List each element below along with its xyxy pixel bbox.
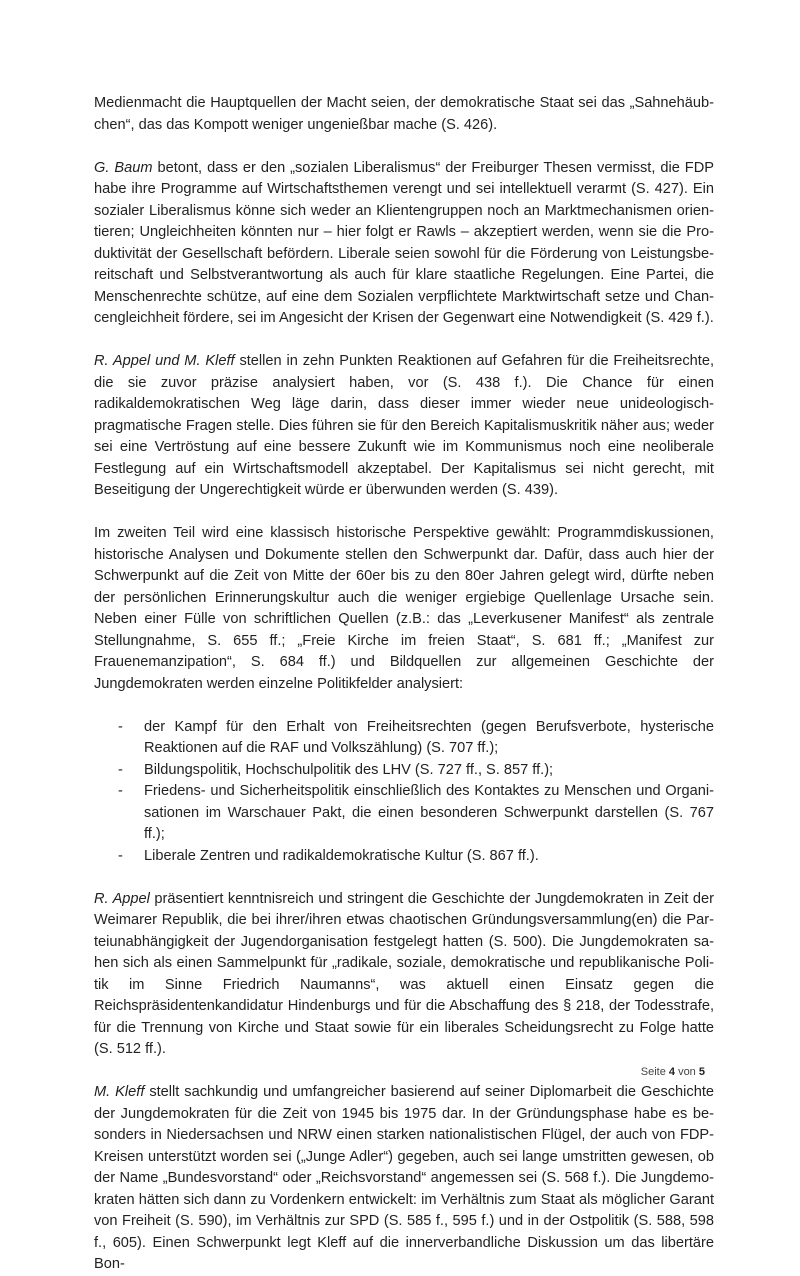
total-pages-number: 5 [698, 1066, 705, 1078]
list-item [94, 717, 714, 760]
of-label: von [678, 1066, 696, 1078]
list-item [94, 760, 714, 782]
list-item-text: Friedens- und Sicherheitspolitik einschließlich des Kontaktes zu Menschen und Organisationen im Warschauer Pakt, die einen besonderen Schwerpunkt darstellen (S. 767 ff.); [144, 783, 714, 842]
list-item-text: Liberale Zentren und radikaldemokratische Kultur (S. 867 ff.). [144, 847, 539, 864]
paragraph-text: präsentiert kenntnisreich und stringent die Geschichte der Jungdemokraten in Zeit der Weimarer Republik, die bei ihrer/ihren etwas chaotischen Gründungsversammlung(en) die Parteiunabhängigkeit der Jugendorganisation festgelegt hatten (S. 500). Die Jungdemokraten sahen sich als einen Sammelpunkt für „radikale, soziale, demokratische und republikanische Politik im Sinne Friedrich Naumanns“, was aktuell einen Einsatz gegen die Reichspräsidentenkandidatur Hindenburgs und für die Abschaffung des § 218, der Todesstrafe, für die Trennung von Kirche und Staat sowie für ein liberales Scheidungsrecht zu Folge hatte (S. 512 ff.). [94, 890, 714, 1057]
page-footer [641, 1066, 705, 1078]
list-dash: - [118, 718, 123, 735]
paragraph-appel-weimar [94, 889, 714, 1061]
current-page-number: 4 [668, 1066, 675, 1078]
page-label: Seite [640, 1066, 666, 1078]
author-name: R. Appel und M. Kleff [94, 353, 235, 369]
policy-field-list [94, 717, 714, 868]
list-item [94, 781, 714, 846]
list-item-text: Bildungspolitik, Hochschulpolitik des LHV (S. 727 ff., S. 857 ff.); [144, 761, 554, 778]
author-name: M. Kleff [94, 1084, 145, 1100]
list-dash: - [118, 761, 123, 778]
author-name: G. Baum [94, 159, 153, 176]
paragraph-1: Medienmacht die Hauptquellen der Macht seien, der demokratische Staat sei das „Sahnehäubchen“, das das Kompott weniger ungenießbar mache (S. 426). [94, 95, 714, 133]
paragraph-kleff-history [94, 1082, 714, 1276]
author-name: R. Appel [94, 890, 150, 907]
paragraph-text: stellen in zehn Punkten Reaktionen auf Gefahren für die Freiheitsrechte, die sie zuvor präzise analysiert haben, vor (S. 438 f.). Die Chance für einen radikaldemokratischen Weg läge darin, dass dieser immer wieder neue unideologisch-pragmatische Fragen stelle. Dies führen sie für den Bereich Kapitalismuskritik näher aus; weder sei eine Vertröstung auf eine bessere Zukunft wie im Kommunismus noch eine neoliberale Festlegung auf ein Wirtschaftsmodell akzeptabel. Der Kapitalismus sei nicht gerecht, mit Beseitigung der Ungerechtigkeit würde er überwunden werden (S. 439). [94, 353, 714, 498]
paragraph-baum [94, 158, 714, 330]
list-dash: - [118, 783, 123, 799]
document-body [94, 93, 714, 1276]
list-dash: - [118, 847, 123, 864]
paragraph-appel-kleff [94, 351, 714, 502]
paragraph-text: betont, dass er den „sozialen Liberalismus“ der Freiburger Thesen vermisst, die FDP habe ihre Programme auf Wirtschaftsthemen verengt und sei intellektuell verarmt (S. 427). Ein sozialer Liberalismus könne sich weder an Klientengruppen noch an Marktmechanismen orientieren; Ungleichheiten könnten nur – hier folgt er Rawls – akzeptiert werden, wenn sie die Produktivität der Gesellschaft befördern. Liberale seien sowohl für die Förderung von Leistungsbereitschaft und Selbstverantwortung als auch für klare staatliche Regelungen. Eine Partei, die Menschenrechte schütze, auf eine dem Sozialen verpflichtete Marktwirtschaft setze und Chancengleichheit fördere, sei im Angesicht der Krisen der Gegenwart eine Notwendigkeit (S. 429 f.). [94, 159, 714, 326]
list-item-text: der Kampf für den Erhalt von Freiheitsrechten (gegen Berufsverbote, hysterische Reaktionen auf die RAF und Volkszählung) (S. 707 ff.); [144, 718, 714, 756]
list-item [94, 846, 714, 868]
paragraph-historical: Im zweiten Teil wird eine klassisch historische Perspektive gewählt: Programmdiskussionen, historische Analysen und Dokumente stellen den Schwerpunkt dar. Dafür, dass auch hier der Schwerpunkt auf die Zeit von Mitte der 60er bis zu den 80er Jahren gelegt wird, dürfte neben der persönlichen Erinnerungskultur auch die weniger ergiebige Quellenlage Ursache sein. Neben einer Fülle von schriftlichen Quellen (z.B.: das „Leverkusener Manifest“ als zentrale Stellungnahme, S. 655 ff.; „Freie Kirche im freien Staat“, S. 681 ff.; „Manifest zur Frauenemanzipation“, S. 684 ff.) und Bildquellen zur allgemeinen Geschichte der Jungdemokraten werden einzelne Politikfelder analysiert: [94, 525, 714, 692]
paragraph-text: stellt sachkundig und umfangreicher basierend auf seiner Diplomarbeit die Geschichte der Jungdemokraten für die Zeit von 1945 bis 1975 dar. In der Gründungsphase habe es besonders in Niedersachsen und NRW einen starken nationalistischen Flügel, der auch von FDP-Kreisen unterstützt worden sei („Junge Adler“) gegeben, auch sei lange umstritten gewesen, ob der Name „Bundesvorstand“ oder „Reichsvorstand“ angemessen sei (S. 568 f.). Die Jungdemokraten hätten sich dann zu Vordenkern entwickelt: im Verhältnis zum Staat als möglicher Garant von Freiheit (S. 590), im Verhältnis zur SPD (S. 585 f., 595 f.) und in der Ostpolitik (S. 588, 598 f., 605). Einen Schwerpunkt legt Kleff auf die innerverbandliche Diskussion um das libertäre Bon- [94, 1084, 714, 1272]
